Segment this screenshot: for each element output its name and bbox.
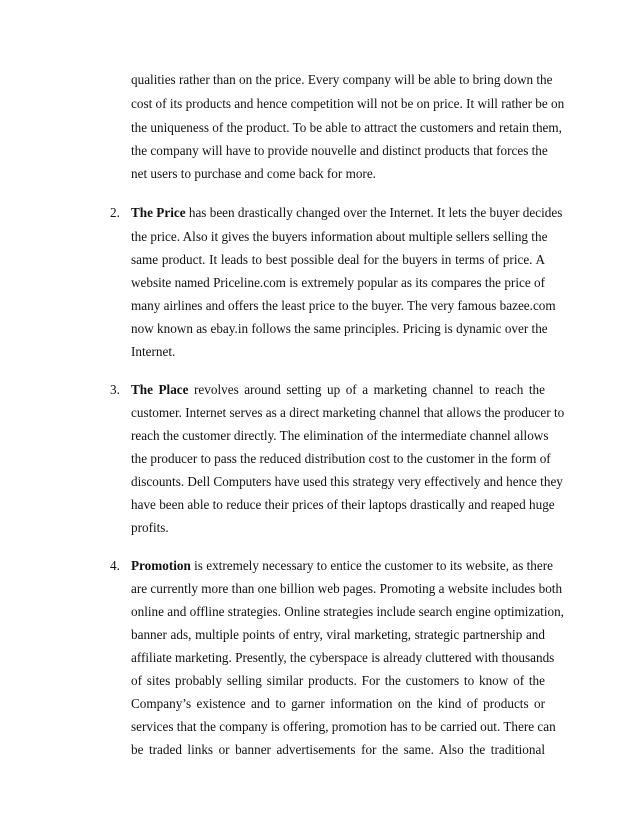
list-item-line: are currently more than one billion web pages. Promoting a website includes both (131, 581, 563, 596)
list-item-first-line (131, 202, 563, 224)
intro-line: qualities rather than on the price. Every company will be able to bring down the (131, 72, 553, 87)
list-item-line: services that the company is offering, promotion has to be carried out. There can (131, 719, 556, 734)
list-item-line: Internet. (131, 344, 176, 359)
list-item-lead: The Price (131, 205, 186, 220)
list-item-line: the price. Also it gives the buyers information about multiple sellers selling the (131, 229, 548, 244)
list-item-lead: Promotion (131, 558, 191, 573)
list-item-number: 2. (110, 205, 120, 220)
list-item-lead: The Place (131, 382, 189, 397)
intro-line: the company will have to provide nouvelle and distinct products that forces the (131, 143, 548, 158)
list-item-text: has been drastically changed over the Internet. It lets the buyer decides (185, 205, 563, 220)
list-item-line: have been able to reduce their prices of their laptops drastically and reaped huge (131, 497, 555, 512)
list-item-line: of sites probably selling similar products. For the customers to know of the (131, 673, 545, 688)
list-item-line: the producer to pass the reduced distribution cost to the customer in the form of (131, 451, 551, 466)
list-item-line: affiliate marketing. Presently, the cyberspace is already cluttered with thousands (131, 650, 555, 665)
intro-line: the uniqueness of the product. To be able to attract the customers and retain them, (131, 120, 562, 135)
list-item-line: many airlines and offers the least price to the buyer. The very famous bazee.com (131, 298, 556, 313)
list-item-line: now known as ebay.in follows the same principles. Pricing is dynamic over the (131, 321, 548, 336)
list-item-line: customer. Internet serves as a direct marketing channel that allows the producer to (131, 405, 565, 420)
intro-line: net users to purchase and come back for more. (131, 166, 376, 181)
list-item-line: online and offline strategies. Online strategies include search engine optimization, (131, 604, 564, 619)
list-item-number: 4. (110, 558, 120, 573)
list-item-number: 3. (110, 382, 120, 397)
list-item-text: revolves around setting up of a marketing channel to reach the (188, 382, 545, 397)
list-item-line: website named Priceline.com is extremely popular as its compares the price of (131, 275, 545, 290)
list-item-line: banner ads, multiple points of entry, viral marketing, strategic partnership and (131, 627, 545, 642)
list-item-line: same product. It leads to best possible deal for the buyers in terms of price. A (131, 252, 545, 267)
list-item-first-line (131, 555, 553, 577)
list-item-text: is extremely necessary to entice the customer to its website, as there (190, 558, 553, 573)
list-item-line: Company’s existence and to garner information on the kind of products or (131, 696, 545, 711)
list-item-first-line (131, 379, 545, 401)
intro-line: cost of its products and hence competition will not be on price. It will rather be on (131, 96, 565, 111)
list-item-line: profits. (131, 520, 169, 535)
list-item-line: be traded links or banner advertisements for the same. Also the traditional (131, 742, 545, 757)
list-item-line: reach the customer directly. The elimination of the intermediate channel allows (131, 428, 549, 443)
list-item-line: discounts. Dell Computers have used this strategy very effectively and hence they (131, 474, 563, 489)
